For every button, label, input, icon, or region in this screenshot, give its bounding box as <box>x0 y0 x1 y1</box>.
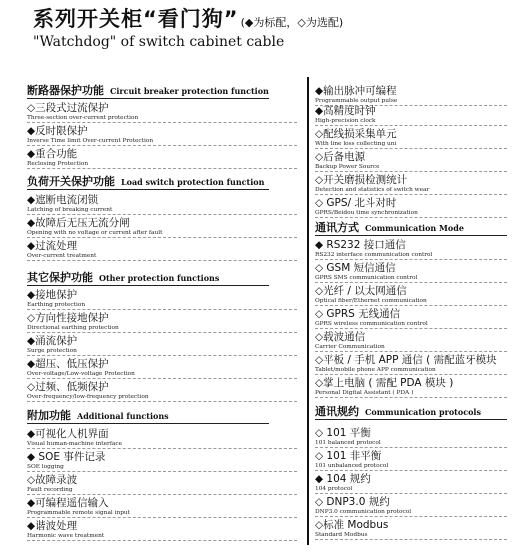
feature-name-cn: ◆输出脉冲可编程 <box>315 85 397 97</box>
feature-name-en: Personal Digital Assistant ( PDA ) <box>315 390 414 396</box>
section-title-en: Other protection functions <box>99 273 220 283</box>
feature-name-cn: ◇光纤 / 以太网通信 <box>315 285 407 297</box>
feature-item <box>315 191 507 218</box>
feature-name-cn: ◆遮断电流闭锁 <box>27 194 99 206</box>
section-title-en: Communication Mode <box>365 223 464 233</box>
feature-name-en: GPRS/Beidou time synchronization <box>315 210 418 216</box>
feature-name-en: Optical fiber/Ethernet communication <box>315 298 427 304</box>
feature-name-en: Fault recording <box>27 487 73 493</box>
feature-name-cn: ◆ RS232 接口通信 <box>315 239 406 251</box>
feature-name-en: Backup Power Source <box>315 164 380 170</box>
feature-name-en: 104 protocol <box>315 486 353 492</box>
section-header <box>27 404 269 424</box>
feature-name-en: Reclosing Protection <box>27 161 89 167</box>
feature-item <box>27 514 297 541</box>
feature-item <box>27 142 297 169</box>
feature-name-en: Earthing protection <box>27 302 86 308</box>
section-title-cn: 通讯方式 <box>315 221 359 234</box>
section-title-en: Additional functions <box>77 411 169 421</box>
feature-name-en: Three-section over-current protection <box>27 115 139 121</box>
feature-name-en: With line loss collecting uni <box>315 141 397 147</box>
feature-name-cn: ◇ GSM 短信通信 <box>315 262 396 274</box>
feature-name-cn: ◆可编程遥信输入 <box>27 497 109 509</box>
feature-name-en: 101 unbalanced protocol <box>315 463 389 469</box>
title-text: 系列开关柜“看门狗” <box>33 7 239 31</box>
feature-name-cn: ◆过流处理 <box>27 240 78 252</box>
feature-name-en: Visual human-machine interface <box>27 441 123 447</box>
feature-name-en: Tablet/mobile phone APP communication <box>315 367 436 373</box>
feature-name-cn: ◇ 101 平衡 <box>315 427 371 439</box>
feature-name-cn: ◇方向性接地保护 <box>27 312 109 324</box>
feature-name-cn: ◇ DNP3.0 规约 <box>315 496 390 508</box>
section-title-cn: 通讯规约 <box>315 405 359 418</box>
page-subtitle: "Watchdog" of switch cabinet cable <box>33 34 285 50</box>
page-title <box>33 3 343 33</box>
feature-name-cn: ◆ SOE 事件记录 <box>27 451 106 463</box>
feature-name-cn: ◇开关磨损检测统计 <box>315 174 408 186</box>
feature-name-cn: ◇标准 Modbus <box>315 519 389 531</box>
feature-name-en: Surge protection <box>27 348 77 354</box>
left-feature-column <box>27 79 269 545</box>
section-title-en: Circuit breaker protection function <box>110 86 269 96</box>
feature-name-cn: ◇ GPS/ 北斗对时 <box>315 197 397 209</box>
feature-item <box>315 513 507 540</box>
feature-name-en: Detection and statistics of switch wear <box>315 187 430 193</box>
feature-name-en: Over-current treatment <box>27 253 97 259</box>
section-title-cn: 其它保护功能 <box>27 271 93 284</box>
feature-name-en: Standard Modbus <box>315 532 368 538</box>
feature-name-en: Programmable output pulse <box>315 98 398 104</box>
column-divider <box>307 77 309 545</box>
feature-name-en: GPRS wireless communication control <box>315 321 428 327</box>
feature-name-en: DNP3.0 communication protocol <box>315 509 412 515</box>
section-title-cn: 断路器保护功能 <box>27 84 104 97</box>
feature-name-en: Programmable remote signal input <box>27 510 130 516</box>
feature-name-en: Directional earthing protection <box>27 325 119 331</box>
feature-name-en: RS232 interface communication control <box>315 252 433 258</box>
feature-name-en: Over-voltage/Low-voltage Protection <box>27 371 135 377</box>
feature-name-en: Latching of breaking current <box>27 207 113 213</box>
section-header <box>27 170 269 190</box>
feature-name-cn: ◆谐波处理 <box>27 520 78 532</box>
feature-name-cn: ◆故障后无压无流分闸 <box>27 217 130 229</box>
feature-name-cn: ◇ 101 非平衡 <box>315 450 382 462</box>
feature-name-cn: ◇配线损采集单元 <box>315 128 397 140</box>
section-title-en: Load switch protection function <box>121 177 265 187</box>
feature-name-en: Carrier Communication <box>315 344 385 350</box>
section-title-cn: 负荷开关保护功能 <box>27 175 115 188</box>
feature-name-en: SOE logging <box>27 464 64 470</box>
feature-item <box>315 371 507 398</box>
feature-name-cn: ◆ 104 规约 <box>315 473 371 485</box>
section-title-cn: 附加功能 <box>27 409 71 422</box>
feature-name-cn: ◇平板 / 手机 APP 通信 ( 需配蓝牙模块 <box>315 354 497 366</box>
feature-name-cn: ◇载波通信 <box>315 331 366 343</box>
feature-name-cn: ◇ GPRS 无线通信 <box>315 308 401 320</box>
feature-name-en: Over-frequency/low-frequency protection <box>27 394 149 400</box>
feature-item <box>27 234 297 261</box>
feature-name-en: Harmonic wave treatment <box>27 533 105 539</box>
feature-name-cn: ◆重合功能 <box>27 148 78 160</box>
feature-name-cn: ◆可视化人机界面 <box>27 428 109 440</box>
feature-name-cn: ◇掌上电脑 ( 需配 PDA 模块 ) <box>315 377 454 389</box>
section-header <box>315 400 507 420</box>
feature-name-cn: ◆高精度时钟 <box>315 105 376 117</box>
feature-name-cn: ◇三段式过流保护 <box>27 102 109 114</box>
feature-name-en: Inverse Time limit Over-current Protection <box>27 138 154 144</box>
feature-name-cn: ◇故障录波 <box>27 474 78 486</box>
feature-name-cn: ◇后备电源 <box>315 151 366 163</box>
feature-name-en: GPRS SMS communication control <box>315 275 418 281</box>
feature-name-cn: ◆接地保护 <box>27 289 78 301</box>
feature-name-en: 101 balanced protocol <box>315 440 381 446</box>
section-title-en: Communication protocols <box>365 407 481 417</box>
feature-name-cn: ◆超压、低压保护 <box>27 358 109 370</box>
feature-name-cn: ◆涌流保护 <box>27 335 78 347</box>
right-feature-column <box>315 79 507 545</box>
feature-item <box>27 375 297 402</box>
feature-name-en: High-precision clock <box>315 118 376 124</box>
title-legend: (◆为标配，◇为选配) <box>240 16 344 29</box>
feature-name-en: Opening with no voltage or current after fault <box>27 230 163 236</box>
feature-name-cn: ◇过频、低频保护 <box>27 381 109 393</box>
feature-name-cn: ◆反时限保护 <box>27 125 88 137</box>
